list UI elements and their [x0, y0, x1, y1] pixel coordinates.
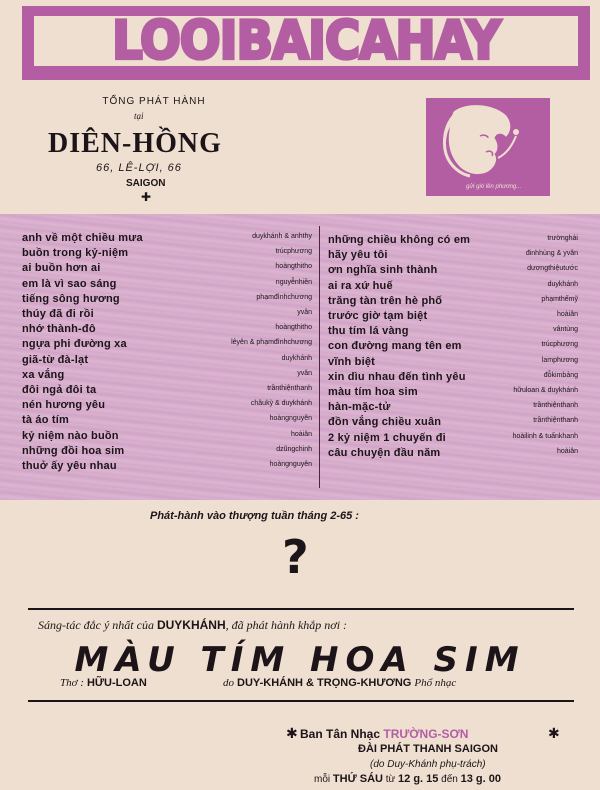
masthead-title: LOOIBAICAHAY: [112, 10, 500, 72]
song-composer: yvân: [297, 309, 312, 316]
radio-host: (do Duy-Khánh phụ-trách): [370, 759, 486, 770]
song-composer: nguyễnhiền: [275, 278, 312, 286]
song-title: đôi ngả đôi ta: [22, 384, 97, 396]
star-icon: ✱: [548, 725, 560, 741]
song-composer: trúcphương: [541, 341, 578, 349]
mystery-mark: ?: [282, 530, 309, 584]
publisher-address: 66, LÊ-LỢI, 66: [96, 162, 182, 174]
song-composer: yvân: [297, 369, 312, 377]
column-divider: [319, 226, 320, 488]
featured-song-title: MÀU TÍM HOA SIM: [74, 640, 526, 680]
radio-band: Ban Tân Nhạc TRƯỜNG-SƠN: [300, 727, 469, 741]
song-composer: trườnghải: [547, 235, 578, 242]
song-composer: hoàngnguyên: [269, 461, 312, 468]
song-title: vĩnh biệt: [328, 355, 376, 368]
publisher-city: SAIGON: [126, 178, 166, 189]
song-title: ơn nghĩa sinh thành: [328, 264, 438, 277]
song-composer: trúcphương: [275, 248, 312, 256]
top-rule: [28, 608, 574, 610]
song-title: tà áo tím: [22, 414, 70, 427]
song-composer: phạmđìnhchương: [256, 293, 312, 301]
song-composer: đỗkimbảng: [543, 371, 578, 379]
song-composer: châukỳ & duykhánh: [250, 400, 312, 408]
star-icon: ✱: [286, 725, 298, 741]
song-composer: duykhánh & anhthy: [252, 233, 312, 240]
song-title: trước giờ tạm biệt: [328, 310, 428, 322]
promo-line: Sáng-tác đắc ý nhất của DUYKHÁNH, đã phát hành khắp nơi :: [38, 618, 348, 632]
song-composer: đinhhùng & yvân: [525, 250, 578, 258]
musicians-name: DUY-KHÁNH & TRỌNG-KHƯƠNG: [237, 677, 412, 689]
song-title: nhớ thành-đô: [22, 323, 96, 336]
song-title: những đồi hoa sim: [22, 444, 125, 457]
song-composer: hoàngthitho: [275, 324, 312, 332]
song-title: ai buồn hơn ai: [22, 262, 101, 275]
publisher-at: tại: [134, 111, 144, 121]
song-composer: hoàngnguyên: [269, 415, 312, 423]
song-title: những chiều không có em: [328, 234, 471, 246]
song-title: em là vì sao sáng: [22, 277, 117, 290]
song-composer: lêyên & phạmđìnhchương: [231, 339, 312, 347]
song-title: 2 kỷ niệm 1 chuyến đi: [328, 431, 446, 444]
song-composer: trầnthiệnthanh: [533, 402, 578, 410]
song-title: nén hương yêu: [22, 399, 106, 412]
song-title: ngựa phi đường xa: [22, 338, 127, 351]
song-title: thúy đã đi rồi: [22, 308, 94, 320]
masthead-banner: [22, 6, 590, 80]
song-composer: duykhánh: [547, 280, 578, 288]
song-title: trăng tàn trên hè phố: [328, 294, 443, 307]
woman-profile-logo: [426, 98, 550, 196]
song-composer: hoàngthitho: [275, 263, 312, 271]
song-title: hãy yêu tôi: [328, 249, 388, 262]
song-composer: duykhánh: [281, 354, 312, 362]
song-composer: hoàiân: [556, 447, 578, 455]
song-composer: dươngthiệutước: [527, 265, 578, 273]
song-title: xa vắng: [22, 368, 65, 381]
song-title: đồn vắng chiều xuân: [328, 416, 442, 429]
promo-composer: DUYKHÁNH: [156, 618, 226, 632]
song-composer: phạmthếmỹ: [541, 295, 578, 303]
woman-face-icon: [436, 102, 540, 184]
band-name: TRƯỜNG-SƠN: [383, 727, 469, 741]
song-title: câu chuyện đầu năm: [328, 446, 441, 459]
bottom-rule: [28, 700, 574, 702]
logo-caption: gửi gió lên phương...: [466, 184, 522, 190]
song-title: tiếng sông hương: [22, 292, 120, 305]
song-title: anh về một chiều mưa: [22, 232, 143, 244]
song-composer: trầnthiệnthanh: [533, 417, 578, 425]
song-title: giã-từ đà-lạt: [22, 353, 89, 366]
song-title: ai ra xứ huế: [328, 279, 393, 292]
radio-schedule: mỗi THỨ SÁU từ 12 g. 15 đến 13 g. 00: [314, 773, 501, 785]
song-composer: lamphương: [541, 356, 578, 364]
song-credits: Thơ : HỮU-LOAN do DUY-KHÁNH & TRỌNG-KHƯƠNG Phổ nhạc: [60, 677, 457, 689]
publisher-name: DIÊN-HỒNG: [48, 128, 222, 159]
song-composer: vântùng: [553, 326, 578, 334]
song-title: xin dìu nhau đến tình yêu: [328, 370, 466, 383]
release-notice: Phát-hành vào thượng tuần tháng 2-65 :: [150, 510, 359, 522]
song-title: hàn-mặc-tử: [328, 401, 391, 414]
song-title: buồn trong kỷ-niệm: [22, 247, 129, 260]
publisher-label: TỔNG PHÁT HÀNH: [102, 96, 206, 107]
song-title: con đường mang tên em: [328, 340, 462, 353]
song-title: thu tím lá vàng: [328, 325, 409, 338]
song-title: màu tím hoa sim: [328, 386, 418, 398]
song-composer: hữuloan & duykhánh: [513, 387, 578, 394]
song-title: kỷ niệm nào buồn: [22, 429, 119, 442]
song-composer: trầnthiệnthanh: [267, 385, 312, 392]
radio-station: ĐÀI PHÁT THANH SAIGON: [358, 743, 498, 755]
song-title: thuở ấy yêu nhau: [22, 460, 117, 472]
song-composer: dzũngchinh: [276, 445, 312, 453]
poet-name: HỮU-LOAN: [86, 677, 147, 689]
ornament-icon: ✚: [141, 190, 152, 204]
song-composer: hoàiân: [290, 430, 312, 438]
song-composer: hoàilinh & tuấnkhanh: [512, 432, 578, 440]
song-composer: hoàiân: [556, 311, 578, 318]
